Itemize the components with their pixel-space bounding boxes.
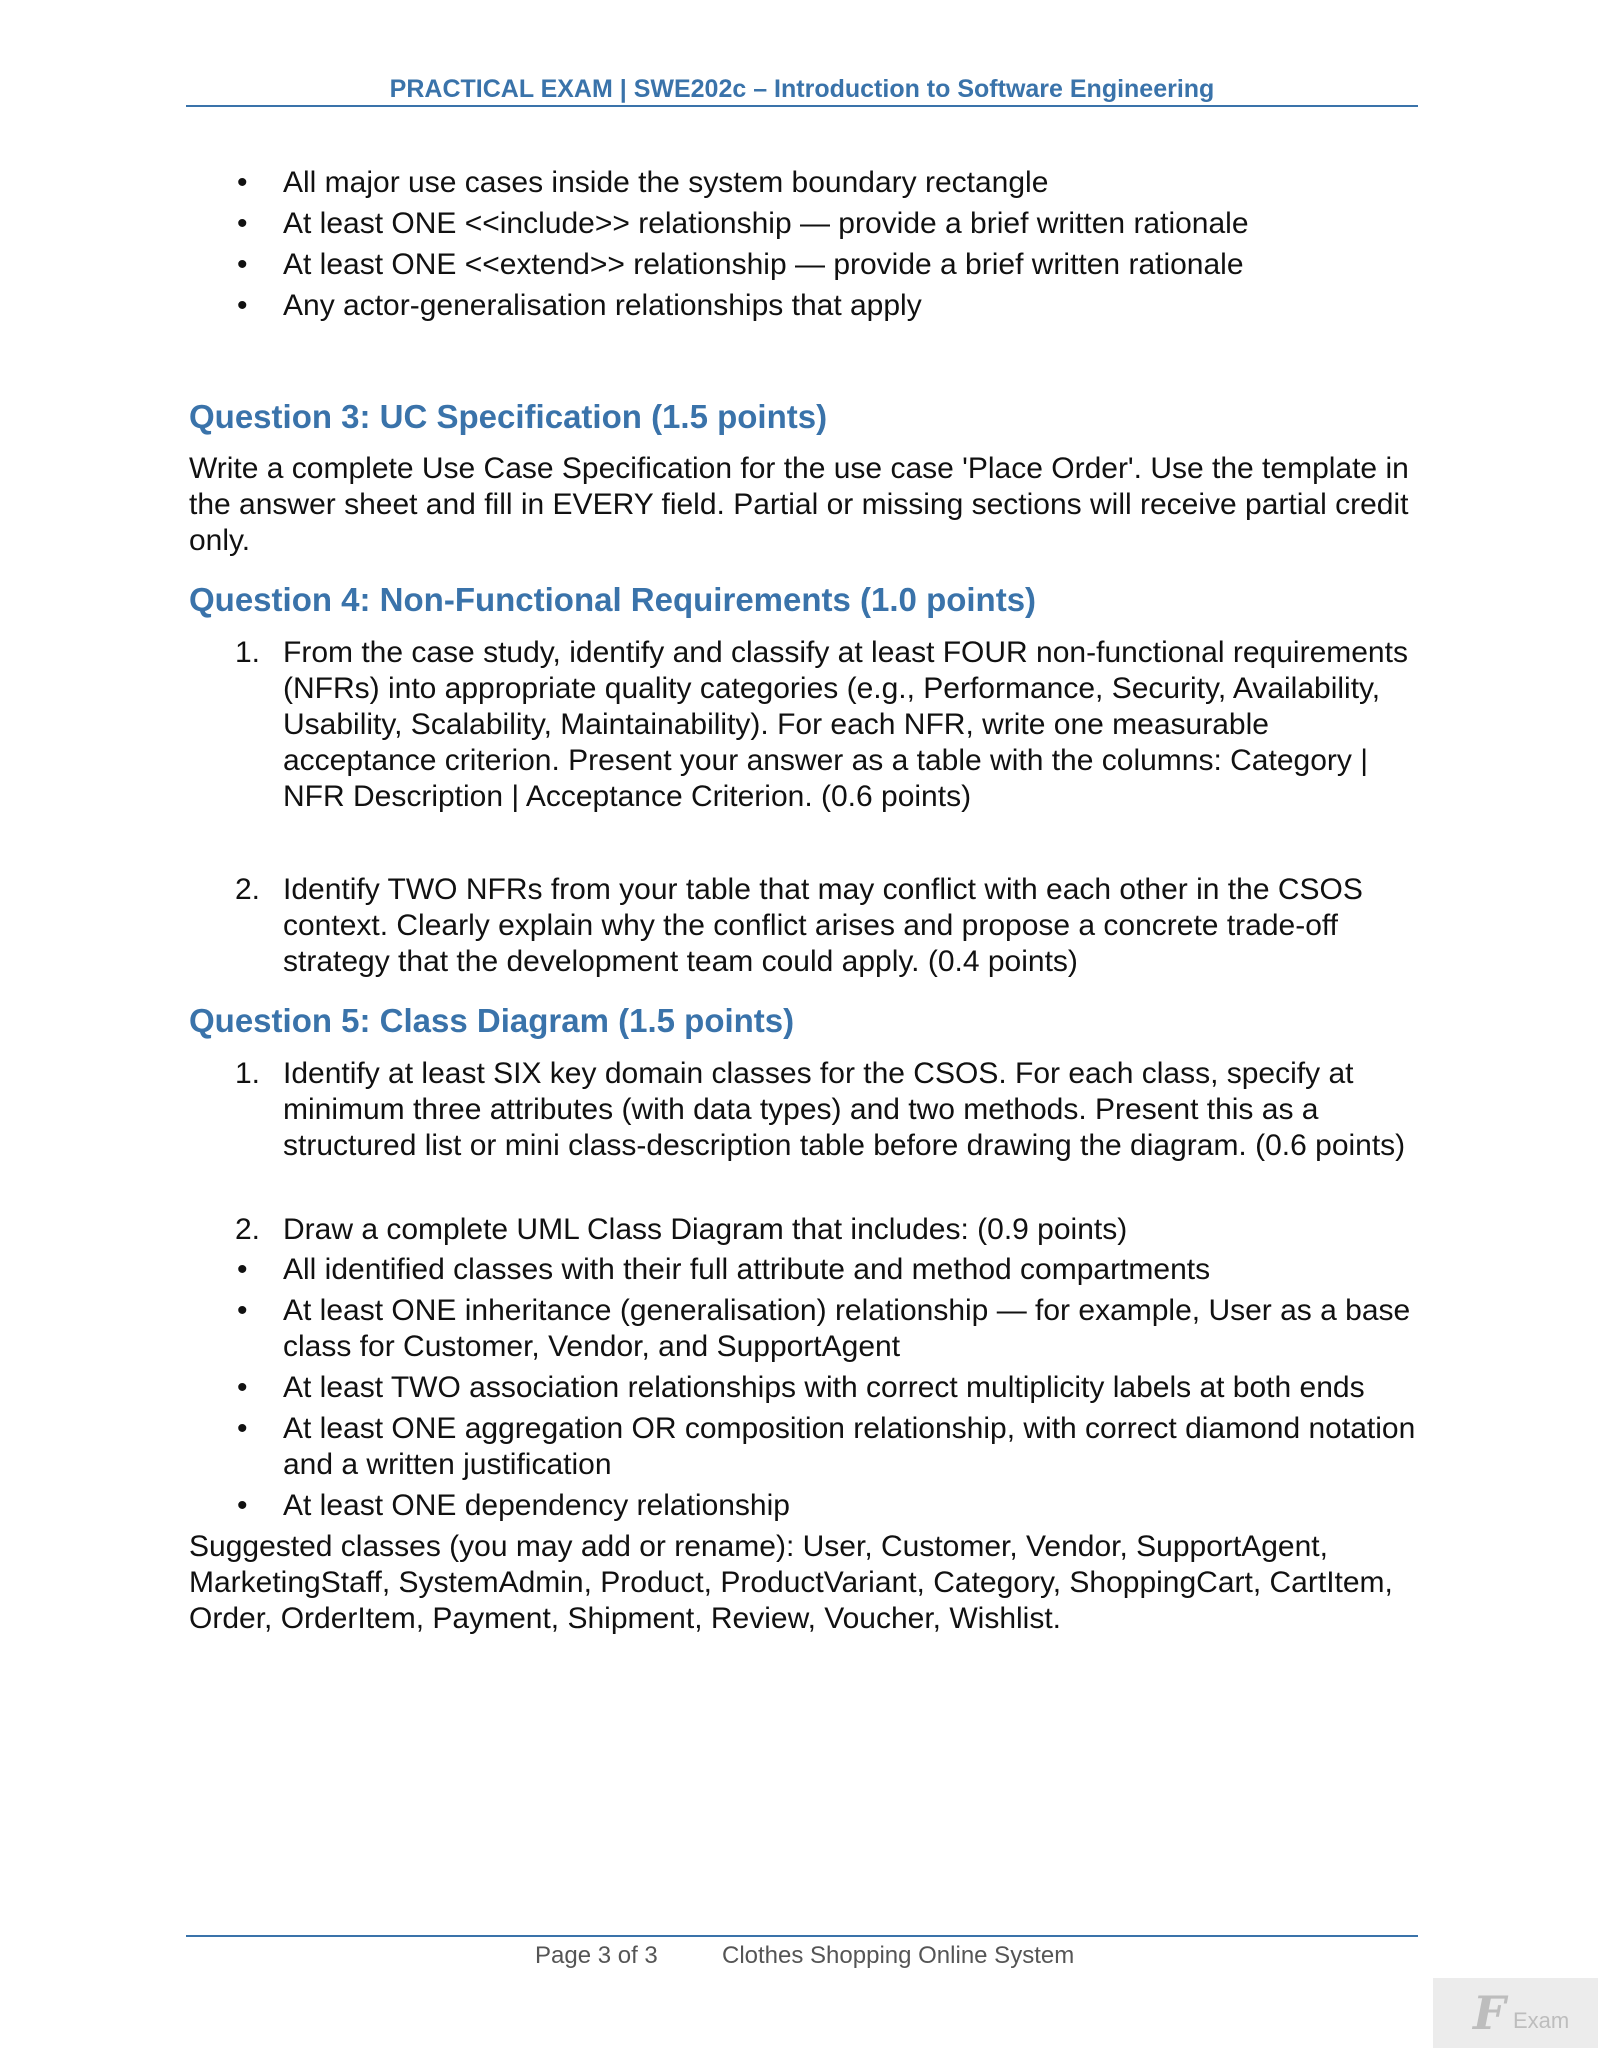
page-content xyxy=(189,165,1419,1637)
bullet-icon: • xyxy=(237,289,248,322)
list-item: • All identified classes with their full attribute and method compartments xyxy=(237,1253,1211,1286)
q4-list xyxy=(189,635,1419,980)
suggested-classes: Suggested classes (you may add or rename): User, Customer, Vendor, SupportAgent, MarketingStaff, SystemAdmin, Product, ProductVariant, Category, ShoppingCart, CartItem, Order, OrderItem, Payment, Shipment, Review, Voucher, Wishlist. xyxy=(189,1530,1393,1635)
bullet-icon: • xyxy=(237,1294,248,1327)
q5-list xyxy=(189,1056,1419,1248)
bullet-icon: • xyxy=(237,1412,248,1445)
bullet-icon: • xyxy=(237,1253,248,1286)
list-item: • At least ONE aggregation OR composition relationship, with correct diamond notation and a written justification xyxy=(237,1412,1416,1481)
system-name: Clothes Shopping Online System xyxy=(722,1942,1075,1969)
bullet-icon: • xyxy=(237,1489,248,1522)
page-number: Page 3 of 3 xyxy=(535,1942,658,1969)
list-item: • At least ONE <<include>> relationship — provide a brief written rationale xyxy=(237,207,1249,240)
q3-heading: Question 3: UC Specification (1.5 points) xyxy=(189,398,828,435)
bullet-icon: • xyxy=(237,207,248,240)
list-item: • At least ONE inheritance (generalisation) relationship — for example, User as a base class for Customer, Vendor, and SupportAgent xyxy=(237,1294,1411,1363)
list-item: • All major use cases inside the system boundary rectangle xyxy=(237,166,1049,199)
q3-text: Write a complete Use Case Specification for the use case 'Place Order'. Use the template in the answer sheet and fill in EVERY field. Partial or missing sections will receive partial credit only. xyxy=(189,452,1409,557)
list-item: • At least ONE <<extend>> relationship — provide a brief written rationale xyxy=(237,248,1244,281)
header-rule xyxy=(186,105,1418,107)
page-header: PRACTICAL EXAM | SWE202c – Introduction to Software Engineering xyxy=(389,75,1215,103)
bullet-icon: • xyxy=(237,166,248,199)
list-item: 1. From the case study, identify and classify at least FOUR non-functional requirements (NFRs) into appropriate quality categories (e.g., Performance, Security, Availability, Usability, Scalability, Maintainability). For each NFR, write one measurable acceptance criterion. Present your answer as a table with the columns: Category | NFR Description | Acceptance Criterion. (0.6 points) xyxy=(235,636,1408,813)
watermark-mark-icon: F xyxy=(1473,1986,1506,2040)
q5-bullet-list xyxy=(189,1252,1419,1524)
list-item: 2. Draw a complete UML Class Diagram that includes: (0.9 points) xyxy=(235,1213,1128,1246)
watermark-logo xyxy=(1433,1978,1598,2048)
bullet-icon: • xyxy=(237,248,248,281)
list-item: 1. Identify at least SIX key domain classes for the CSOS. For each class, specify at minimum three attributes (with data types) and two methods. Present this as a structured list or mini class-description table before drawing the diagram. (0.6 points) xyxy=(235,1057,1406,1162)
list-item: 2. Identify TWO NFRs from your table that may conflict with each other in the CSOS context. Clearly explain why the conflict arises and propose a concrete trade-off strategy that the development team could apply. (0.4 points) xyxy=(235,873,1363,978)
list-item: • At least ONE dependency relationship xyxy=(237,1489,790,1522)
list-item: • Any actor-generalisation relationships that apply xyxy=(237,289,922,322)
watermark-text: Exam xyxy=(1513,2008,1570,2033)
intro-bullet-list xyxy=(189,165,1419,324)
q5-heading: Question 5: Class Diagram (1.5 points) xyxy=(189,1002,795,1039)
q4-heading: Question 4: Non-Functional Requirements (1.0 points) xyxy=(189,581,1037,618)
bullet-icon: • xyxy=(237,1371,248,1404)
list-item: • At least TWO association relationships with correct multiplicity labels at both ends xyxy=(237,1371,1365,1404)
